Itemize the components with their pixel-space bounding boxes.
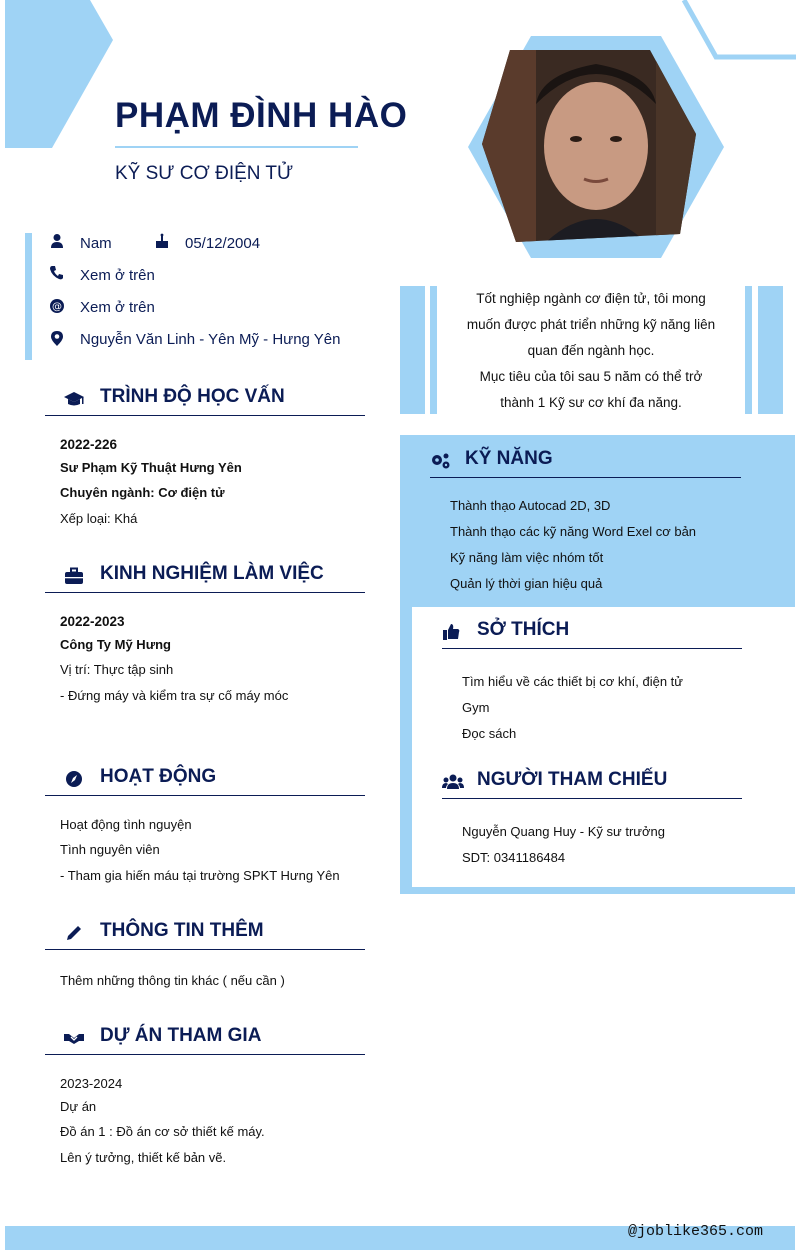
hobby-item: Gym bbox=[462, 700, 490, 715]
project-item: Lên ý tưởng, thiết kế bản vẽ. bbox=[60, 1150, 227, 1165]
experience-duty: - Đứng máy và kiểm tra sự cố máy móc bbox=[60, 688, 289, 703]
skill-item: Thành thạo các kỹ năng Word Exel cơ bản bbox=[450, 524, 697, 539]
hobby-item: Tìm hiểu về các thiết bị cơ khí, điện tử bbox=[462, 674, 683, 689]
location-pin-icon bbox=[49, 330, 65, 346]
hobbies-heading-label: SỞ THÍCH bbox=[477, 619, 570, 640]
projects-heading bbox=[45, 1021, 365, 1055]
hobbies-heading bbox=[442, 615, 742, 649]
activities-heading-label: HOẠT ĐỘNG bbox=[100, 766, 217, 787]
footer-handle: @joblike365.com bbox=[627, 1223, 763, 1240]
users-icon bbox=[442, 773, 464, 791]
skills-heading bbox=[430, 444, 741, 478]
right-panel-inner bbox=[412, 607, 795, 887]
experience-heading bbox=[45, 559, 365, 593]
education-school: Sư Phạm Kỹ Thuật Hưng Yên bbox=[60, 460, 242, 475]
project-item: Đồ án 1 : Đồ án cơ sở thiết kế máy. bbox=[60, 1124, 265, 1139]
summary-bar-right-thin bbox=[745, 286, 752, 414]
pencil-icon bbox=[63, 924, 85, 942]
experience-position: Vị trí: Thực tập sinh bbox=[60, 662, 174, 677]
skill-item: Kỹ năng làm việc nhóm tốt bbox=[450, 550, 604, 565]
info-accent-bar bbox=[25, 233, 32, 360]
birthdate-value: 05/12/2004 bbox=[185, 235, 261, 252]
career-summary bbox=[455, 286, 727, 416]
skill-item: Quản lý thời gian hiệu quả bbox=[450, 576, 603, 591]
job-title: KỸ SƯ CƠ ĐIỆN TỬ bbox=[115, 163, 294, 184]
summary-bar-right bbox=[758, 286, 783, 414]
compass-icon bbox=[63, 770, 85, 788]
experience-heading-label: KINH NGHIỆM LÀM VIỆC bbox=[100, 563, 324, 584]
graduation-cap-icon bbox=[63, 390, 85, 408]
email-value: Xem ở trên bbox=[80, 299, 155, 316]
birthday-cake-icon bbox=[154, 233, 170, 249]
phone-value: Xem ở trên bbox=[80, 267, 155, 284]
candidate-name: PHẠM ĐÌNH HÀO bbox=[115, 96, 408, 135]
user-icon bbox=[49, 233, 65, 249]
projects-heading-label: DỰ ÁN THAM GIA bbox=[100, 1025, 262, 1046]
summary-bar-left-thin bbox=[430, 286, 437, 414]
summary-line: Mục tiêu của tôi sau 5 năm có thể trở bbox=[479, 369, 703, 384]
project-label: Dự án bbox=[60, 1099, 97, 1114]
references-heading bbox=[442, 765, 742, 799]
briefcase-icon bbox=[63, 567, 85, 585]
gears-icon bbox=[430, 452, 452, 470]
project-period: 2023-2024 bbox=[60, 1076, 123, 1091]
summary-line: quan đến ngành học. bbox=[527, 343, 655, 358]
name-underline bbox=[115, 146, 358, 148]
handshake-icon bbox=[63, 1029, 85, 1047]
activity-item: Hoạt động tình nguyện bbox=[60, 817, 192, 832]
profile-photo bbox=[466, 34, 726, 260]
experience-period: 2022-2023 bbox=[60, 614, 125, 629]
gender-value: Nam bbox=[80, 235, 112, 252]
activities-heading bbox=[45, 762, 365, 796]
extra-info-heading-label: THÔNG TIN THÊM bbox=[100, 920, 264, 941]
summary-line: Tốt nghiệp ngành cơ điện tử, tôi mong bbox=[476, 291, 706, 306]
skill-item: Thành thạo Autocad 2D, 3D bbox=[450, 498, 611, 513]
thumbs-up-icon bbox=[442, 623, 464, 641]
summary-line: muốn được phát triển những kỹ năng liên bbox=[466, 317, 716, 332]
svg-text:@: @ bbox=[52, 301, 62, 313]
education-period: 2022-226 bbox=[60, 437, 118, 452]
education-major: Chuyên ngành: Cơ điện tử bbox=[60, 485, 225, 500]
corner-decoration-left bbox=[0, 0, 120, 150]
activity-item: - Tham gia hiến máu tại trường SPKT Hưng Yên bbox=[60, 868, 340, 883]
email-icon bbox=[49, 298, 65, 314]
education-grade: Xếp loại: Khá bbox=[60, 511, 138, 526]
summary-bar-left bbox=[400, 286, 425, 414]
extra-info-text: Thêm những thông tin khác ( nếu cần ) bbox=[60, 973, 285, 988]
hobby-item: Đọc sách bbox=[462, 726, 517, 741]
reference-item: SDT: 0341186484 bbox=[462, 850, 566, 865]
summary-line: thành 1 Kỹ sư cơ khí đa năng. bbox=[500, 395, 682, 410]
references-heading-label: NGƯỜI THAM CHIẾU bbox=[477, 769, 668, 790]
activity-item: Tình nguyên viên bbox=[60, 842, 160, 857]
address-value: Nguyễn Văn Linh - Yên Mỹ - Hưng Yên bbox=[80, 331, 341, 348]
education-heading-label: TRÌNH ĐỘ HỌC VẤN bbox=[100, 386, 285, 407]
skills-heading-label: KỸ NĂNG bbox=[465, 448, 553, 469]
extra-info-heading bbox=[45, 916, 365, 950]
education-heading bbox=[45, 382, 365, 416]
phone-icon bbox=[49, 265, 65, 281]
reference-item: Nguyễn Quang Huy - Kỹ sư trưởng bbox=[462, 824, 665, 839]
experience-company: Công Ty Mỹ Hưng bbox=[60, 637, 171, 652]
